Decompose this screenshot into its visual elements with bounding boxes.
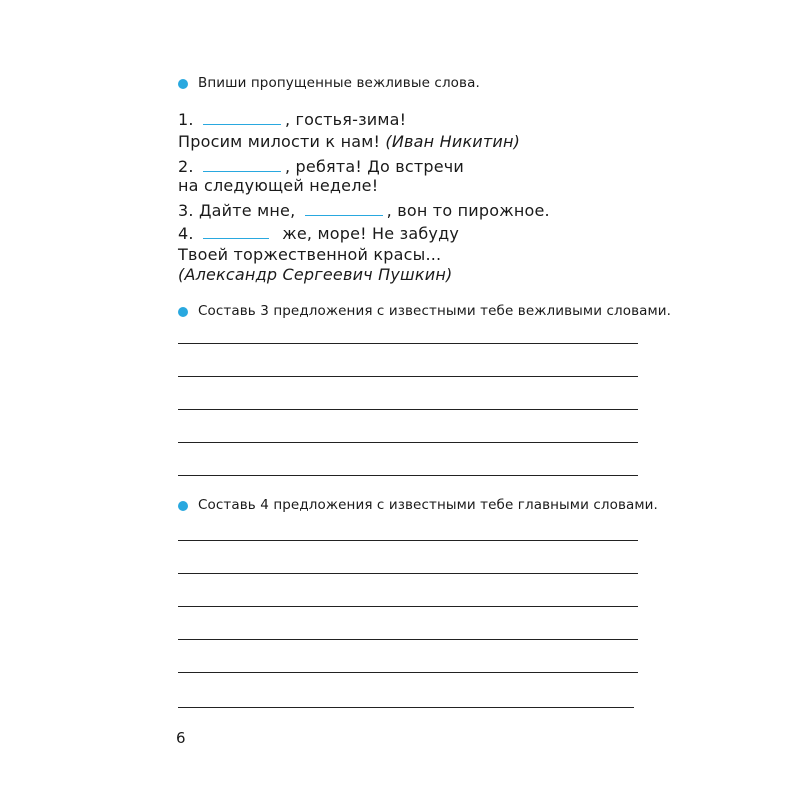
writing-line[interactable] — [178, 376, 638, 377]
poem-text: , вон то пирожное. — [386, 201, 550, 220]
poem-text: , ребята! До встречи — [284, 157, 465, 176]
answer-blank-1[interactable] — [203, 108, 281, 125]
task-1-title: Впиши пропущенные вежливые слова. — [198, 75, 480, 91]
poem-line-5 — [178, 199, 550, 221]
item-number: 2. — [178, 157, 194, 176]
answer-blank-3[interactable] — [305, 199, 383, 216]
task-2-title: Составь 3 предложения с известными тебе вежливыми словами. — [198, 303, 672, 319]
author-citation: (Иван Никитин) — [385, 132, 521, 151]
answer-blank-2[interactable] — [203, 155, 281, 172]
poem-line-2 — [178, 132, 520, 152]
poem-line-8 — [178, 265, 452, 285]
writing-line[interactable] — [178, 639, 638, 640]
poem-text: же, море! Не забуду — [282, 224, 459, 243]
page-number: 6 — [176, 729, 186, 747]
writing-line[interactable] — [178, 442, 638, 443]
bullet-icon — [178, 307, 188, 317]
writing-line[interactable] — [178, 606, 638, 607]
item-number: 4. — [178, 224, 194, 243]
poem-text: Твоей торжественной красы... — [178, 245, 442, 264]
poem-text: , гостья-зима! — [284, 110, 407, 129]
answer-blank-4[interactable] — [203, 222, 269, 239]
poem-text: на следующей неделе! — [178, 176, 379, 195]
poem-text: 3. Дайте мне, — [178, 201, 296, 220]
poem-line-4 — [178, 176, 378, 196]
poem-text: Просим милости к нам! — [178, 132, 381, 151]
poem-line-3 — [178, 155, 464, 177]
bullet-icon — [178, 79, 188, 89]
author-citation: (Александр Сергеевич Пушкин) — [178, 265, 453, 284]
writing-line[interactable] — [178, 573, 638, 574]
poem-line-7 — [178, 245, 441, 265]
writing-line[interactable] — [178, 343, 638, 344]
task-3-title: Составь 4 предложения с известными тебе главными словами. — [198, 497, 658, 513]
writing-line[interactable] — [178, 409, 638, 410]
writing-line[interactable] — [178, 672, 638, 673]
poem-line-6 — [178, 222, 459, 244]
writing-line[interactable] — [178, 707, 634, 708]
item-number: 1. — [178, 110, 194, 129]
writing-line[interactable] — [178, 475, 638, 476]
writing-line[interactable] — [178, 540, 638, 541]
bullet-icon — [178, 501, 188, 511]
poem-line-1 — [178, 108, 406, 130]
